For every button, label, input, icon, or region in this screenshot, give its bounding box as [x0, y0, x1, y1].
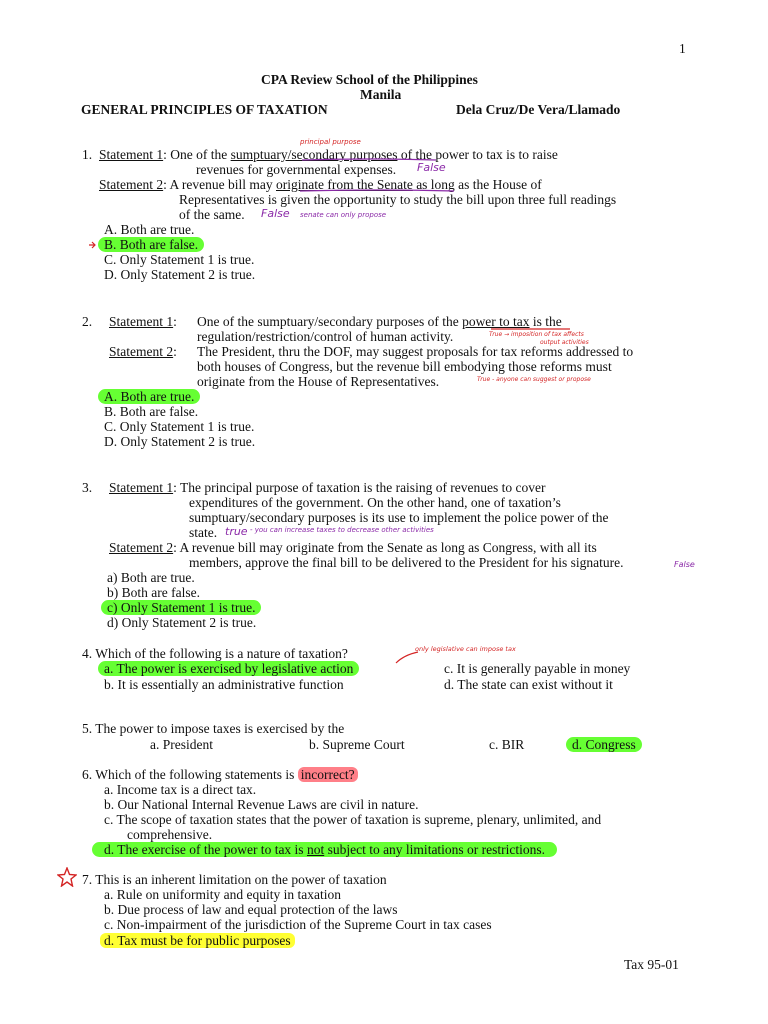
q4-option-c: c. It is generally payable in money: [444, 661, 631, 676]
q3-s1-label: Statement 1: [109, 480, 174, 495]
q7-option-d: d. Tax must be for public purposes: [100, 933, 295, 948]
q5-option-b: b. Supreme Court: [309, 737, 405, 752]
q6-d-pre: d. The exercise of the power to tax is: [104, 842, 307, 857]
q5-option-d: d. Congress: [566, 737, 642, 752]
q2-s2-label: Statement 2: [109, 344, 174, 359]
q7-option-b: b. Due process of law and equal protection of the laws: [104, 902, 398, 917]
q3-s1-line2: expenditures of the government. On the other hand, one of taxation’s: [189, 495, 561, 510]
annotation-q4-note: only legislative can impose tax: [415, 645, 516, 653]
q1-s2-underlined: originate from the Senate: [275, 177, 413, 192]
q1-s2-label: Statement 2: [99, 177, 164, 192]
q3-s2-line2: members, approve the final bill to be delivered to the President for his signature.: [189, 555, 624, 570]
city: Manila: [360, 87, 402, 102]
q2-s1-pre: :: [173, 314, 177, 329]
annotation-q2-note-2: True - anyone can suggest or propose: [477, 376, 591, 383]
q3-option-b: b) Both are false.: [107, 585, 200, 600]
annotation-q3-true: true: [225, 525, 248, 538]
q2-s2-line1: The President, thru the DOF, may suggest proposals for tax reforms addressed to: [197, 344, 634, 359]
q4-question: 4. Which of the following is a nature of taxation?: [82, 646, 348, 661]
q1-option-c: C. Only Statement 1 is true.: [104, 252, 255, 267]
annotation-q2-note-1b: output activities: [540, 339, 589, 346]
q6-question-highlight: incorrect?: [298, 767, 358, 782]
q3-option-a: a) Both are true.: [107, 570, 195, 585]
annotation-q3-note: - you can increase taxes to decrease other activities: [250, 526, 434, 534]
q1-s2-line3: of the same.: [179, 207, 245, 222]
q6-option-c-line2: comprehensive.: [127, 827, 213, 842]
q4-option-b: b. It is essentially an administrative function: [104, 677, 344, 692]
q2-s1-line1-a: One of the sumptuary/secondary purposes of the: [197, 314, 463, 329]
q2-s1-label-wrap: [109, 314, 177, 329]
q1-option-d: D. Only Statement 2 is true.: [104, 267, 256, 282]
q2-option-a: A. Both are true.: [98, 389, 200, 404]
q1-s2-post: as long as the House of: [412, 177, 542, 192]
q4-arrow-mark-icon: [394, 649, 420, 665]
q2-option-d: D. Only Statement 2 is true.: [104, 434, 256, 449]
q6-question-text: 6. Which of the following statements is: [82, 767, 298, 782]
subject-title: GENERAL PRINCIPLES OF TAXATION: [81, 102, 328, 117]
q1-s2-line2: Representatives is given the opportunity to study the bill upon three full readings: [179, 192, 617, 207]
annotation-q2-note-1a: True → imposition of tax affects: [489, 331, 584, 338]
q2-s1-line2: regulation/restriction/control of human activity.: [197, 329, 454, 344]
annotation-q1-false-2: False: [261, 207, 290, 220]
q3-statement2: [109, 540, 597, 555]
q1-s1-underlined: sumptuary/secondary purposes: [230, 147, 398, 162]
q2-s1-underlined: power to tax: [462, 314, 530, 329]
q6-d-underlined: not: [306, 842, 325, 857]
school-title: CPA Review School of the Philippines: [261, 72, 478, 87]
q2-power-underline-icon: [490, 327, 572, 331]
q2-s2-pre: :: [173, 344, 177, 359]
q1-senate-underline-icon: [298, 189, 458, 193]
q3-s1-line4: state.: [189, 525, 218, 540]
q1-underline-stroke-icon: [300, 158, 440, 162]
q1-s1-label: Statement 1: [99, 147, 164, 162]
q3-s1-line3: sumptuary/secondary purposes is its use to implement the police power of the: [189, 510, 609, 525]
q2-s2-label-wrap: [109, 344, 177, 359]
q1-s1-line2: revenues for governmental expenses.: [196, 162, 397, 177]
q6-option-d: [92, 842, 557, 857]
authors: Dela Cruz/De Vera/Llamado: [456, 102, 621, 117]
q3-s1-line1: : The principal purpose of taxation is the raising of revenues to cover: [173, 480, 546, 495]
annotation-principal-purpose: principal purpose: [300, 138, 361, 146]
q3-s2-label: Statement 2: [109, 540, 174, 555]
q3-number: 3.: [82, 480, 93, 495]
q3-option-d: d) Only Statement 2 is true.: [107, 615, 257, 630]
annotation-q3-false: False: [674, 560, 695, 569]
q1-arrow-mark-icon: [88, 240, 100, 250]
q7-option-a: a. Rule on uniformity and equity in taxation: [104, 887, 341, 902]
q3-s2-line1: : A revenue bill may originate from the Senate as long as Congress, with all its: [173, 540, 597, 555]
q5-question: 5. The power to impose taxes is exercised by the: [82, 721, 345, 736]
q6-option-a: a. Income tax is a direct tax.: [104, 782, 257, 797]
page-number: 1: [679, 41, 686, 56]
q2-option-b: B. Both are false.: [104, 404, 199, 419]
q1-s1-pre: : One of the: [163, 147, 231, 162]
q1-option-a: A. Both are true.: [104, 222, 195, 237]
q2-s1-label: Statement 1: [109, 314, 174, 329]
q7-question: 7. This is an inherent limitation on the power of taxation: [82, 872, 387, 887]
star-mark-icon: [57, 867, 77, 887]
q4-option-d: d. The state can exist without it: [444, 677, 613, 692]
q1-s2-pre: : A revenue bill may: [163, 177, 276, 192]
q6-question: [82, 767, 358, 782]
q1-option-b: B. Both are false.: [98, 237, 204, 252]
q2-number: 2.: [82, 314, 93, 329]
q1-s1-post: of the power to tax is to raise: [397, 147, 558, 162]
q6-option-b: b. Our National Internal Revenue Laws are civil in nature.: [104, 797, 419, 812]
q3-option-c: c) Only Statement 1 is true.: [101, 600, 261, 615]
q2-option-c: C. Only Statement 1 is true.: [104, 419, 255, 434]
q7-option-c: c. Non-impairment of the jurisdiction of the Supreme Court in tax cases: [104, 917, 492, 932]
q5-option-c: c. BIR: [489, 737, 525, 752]
footer-code: Tax 95-01: [624, 957, 679, 972]
annotation-q1-false-1: False: [417, 161, 446, 174]
q2-s1-line1-b: is the: [529, 314, 562, 329]
q2-s2-line3: originate from the House of Representatives.: [197, 374, 440, 389]
q2-s2-line2: both houses of Congress, but the revenue bill embodying those reforms must: [197, 359, 612, 374]
q6-d-post: subject to any limitations or restrictions.: [324, 842, 546, 857]
q5-option-a: a. President: [150, 737, 213, 752]
q4-option-a: a. The power is exercised by legislative action: [98, 661, 359, 676]
q6-option-c-line1: c. The scope of taxation states that the power of taxation is supreme, plenary, unlimited, and: [104, 812, 602, 827]
q1-number: 1.: [82, 147, 93, 162]
annotation-q1-senate-note: senate can only propose: [300, 211, 387, 219]
q3-statement1: [109, 480, 546, 495]
